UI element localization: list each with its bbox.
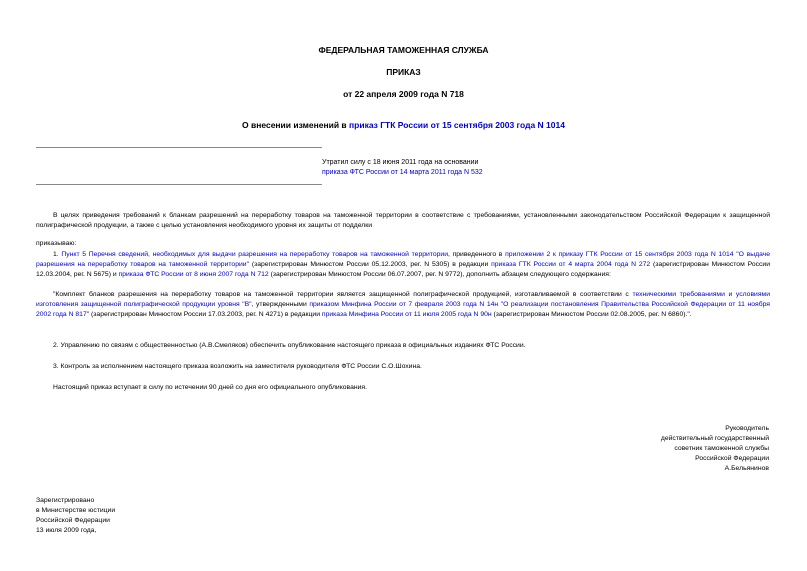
paragraph-4: Настоящий приказ вступает в силу по истечении 90 дней со дня его официального опубликования.	[53, 384, 367, 391]
registration-line-4: 13 июля 2009 года,	[36, 527, 97, 534]
quote-text-2: , утвержденными	[251, 301, 310, 308]
repeal-note	[322, 159, 483, 176]
registration-block	[36, 496, 115, 536]
signature-line-5: А.Бельянинов	[724, 465, 769, 472]
doc-type: ПРИКАЗ	[386, 67, 421, 77]
quote-paragraph	[36, 290, 770, 320]
agency-name: ФЕДЕРАЛЬНАЯ ТАМОЖЕННАЯ СЛУЖБА	[318, 45, 489, 55]
order-word: приказываю:	[36, 240, 77, 247]
signature-line-3: советник таможенной службы	[674, 445, 769, 452]
signature-line-4: Российской Федерации	[695, 455, 769, 462]
repeal-note-text: Утратил силу с 18 июня 2011 года на основании	[322, 159, 479, 166]
p1-link-3[interactable]: приказа ГТК России от 4 марта 2004 года N 272	[491, 261, 651, 268]
p1-link-4[interactable]: приказа ФТС России от 8 июня 2007 года N 712	[118, 271, 269, 278]
quote-text-1: "Комплект бланков разрешения на переработку товаров на таможенной территории является защищенной полиграфической продукцией, изготавливаемой в соответствии с	[53, 291, 633, 298]
signature-line-1: Руководитель	[725, 425, 769, 432]
p1-text-2: , приведенного в	[448, 251, 506, 258]
p1-link-2[interactable]: приложении 2 к приказу ГТК России от 15 сентября 2003 года N 1014 "О выдаче разрешения на переработку товаров на таможенной территории"	[36, 251, 771, 268]
doc-date-number: от 22 апреля 2009 года N 718	[343, 89, 464, 99]
signature-block	[661, 424, 769, 474]
quote-text-4: (зарегистрирован Минюстом России 02.08.2005, рег. N 6860).".	[491, 311, 692, 318]
registration-line-3: Российской Федерации	[36, 517, 110, 524]
p1-text-3: (зарегистрирован Минюстом России 05.12.2003, рег. N 5305) в редакции	[249, 261, 492, 268]
paragraph-1	[36, 250, 770, 280]
p1-text-1: 1.	[53, 251, 62, 258]
doc-title	[0, 120, 807, 130]
paragraph-3: 3. Контроль за исполнением настоящего приказа возложить на заместителя руководителя ФТС России С.О.Шохина.	[53, 363, 422, 370]
signature-line-2: действительный государственный	[660, 435, 769, 442]
divider-top	[36, 147, 322, 148]
quote-link-2[interactable]: приказом Минфина России от 7 февраля 2003 года N 14н "О реализации постановления Правительства Российской Федерации от 11 ноября 2002 года N 817"	[36, 301, 770, 318]
repeal-note-link[interactable]: приказа ФТС России от 14 марта 2011 года N 532	[322, 169, 483, 176]
intro-paragraph: В целях приведения требований к бланкам разрешений на переработку товаров на таможенной территории в соответствие с требованиями, установленными законодательством Российской Федерации к защищенной полиграфической продукции, а также с целью установления необходимого уровня их защиты от подделки	[36, 212, 770, 229]
p1-text-4: (зарегистрирован Минюстом России 12.03.2004, рег. N 5675) и	[36, 261, 770, 278]
doc-title-link[interactable]: приказ ГТК России от 15 сентября 2003 года N 1014	[349, 120, 565, 130]
p1-link-1[interactable]: Пункт 5 Перечня сведений, необходимых для выдачи разрешения на переработку товаров на таможенной территории	[61, 251, 448, 258]
quote-link-3[interactable]: приказа Минфина России от 11 июля 2005 года N 90н	[321, 311, 492, 318]
divider-bottom	[36, 184, 322, 185]
p1-text-5: (зарегистрирован Минюстом России 06.07.2007, рег. N 9772), дополнить абзацем следующего содержания:	[268, 271, 611, 278]
registration-line-2: в Министерстве юстиции	[36, 507, 116, 514]
registration-line-1: Зарегистрировано	[36, 497, 95, 504]
paragraph-2: 2. Управлению по связям с общественностью (А.В.Смеляков) обеспечить опубликование настоящего приказа в официальных изданиях ФТС России.	[53, 342, 526, 349]
quote-link-1[interactable]: техническими требованиями и условиями изготовления защищенной полиграфической продукции уровня "В"	[36, 291, 770, 308]
doc-title-text: О внесении изменений в	[242, 120, 350, 130]
quote-text-3: (зарегистрирован Минюстом России 17.03.2003, рег. N 4271) в редакции	[89, 311, 322, 318]
